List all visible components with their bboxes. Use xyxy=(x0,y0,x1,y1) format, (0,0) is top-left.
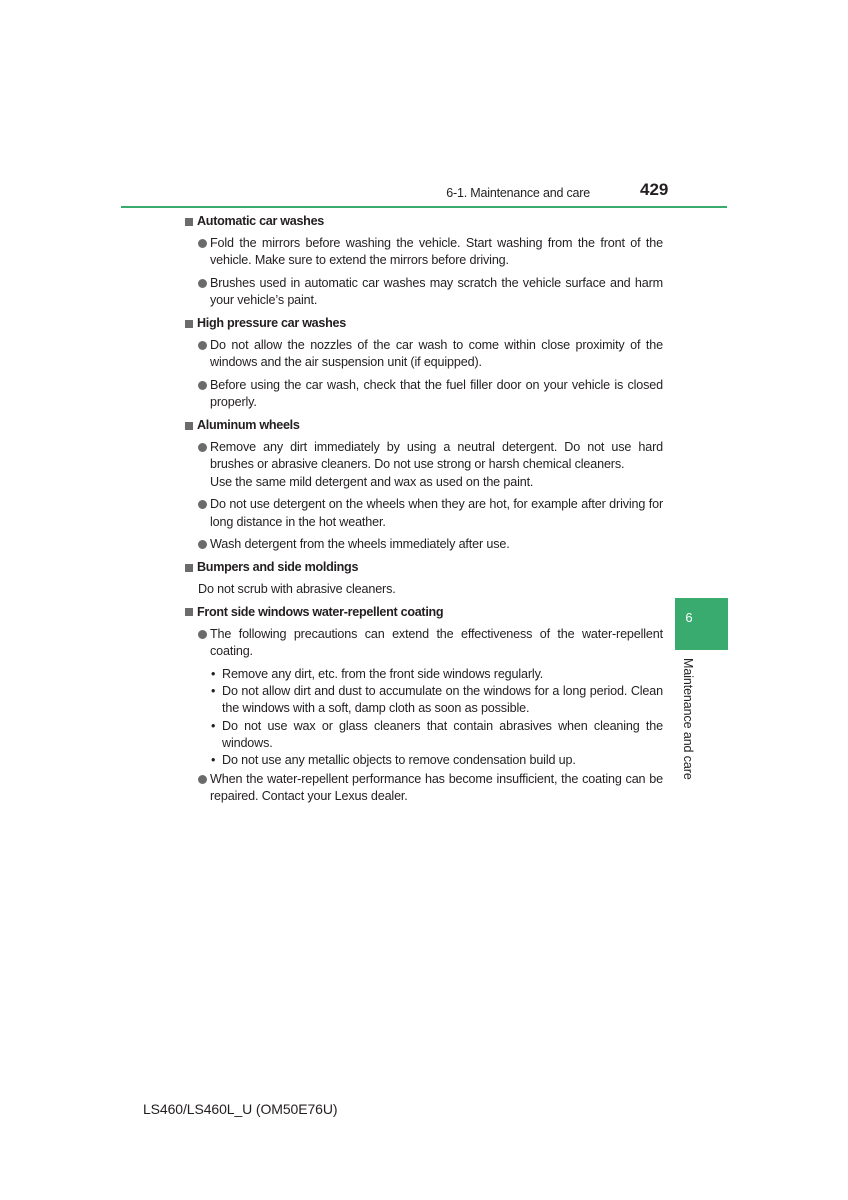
sub-item-text: Do not use any metallic objects to remove condensation build up. xyxy=(222,752,576,767)
square-bullet-icon xyxy=(185,218,193,226)
section-automatic-car-washes xyxy=(185,213,663,310)
circle-bullet-icon xyxy=(198,775,207,784)
section-heading xyxy=(185,315,663,332)
list-item xyxy=(185,275,663,309)
circle-bullet-icon xyxy=(198,239,207,248)
item-text: When the water-repellent performance has become insufficient, the coating can be repaired. Contact your Lexus dealer. xyxy=(210,772,663,804)
square-bullet-icon xyxy=(185,422,193,430)
list-item xyxy=(185,536,663,553)
section-heading xyxy=(185,213,663,230)
item-text: Remove any dirt immediately by using a neutral detergent. Do not use hard brushes or abrasive cleaners. Do not use strong or harsh chemical cleaners. xyxy=(210,440,663,472)
header-divider xyxy=(121,206,727,208)
list-item xyxy=(185,439,663,491)
sub-item-text: Do not use wax or glass cleaners that contain abrasives when cleaning the windows. xyxy=(222,718,663,750)
list-item xyxy=(185,377,663,411)
heading-text: Bumpers and side moldings xyxy=(197,559,359,574)
page-number: 429 xyxy=(640,180,669,199)
sub-list-item xyxy=(185,718,663,752)
heading-text: Automatic car washes xyxy=(197,214,324,228)
circle-bullet-icon xyxy=(198,630,207,639)
section-text: Do not scrub with abrasive cleaners. xyxy=(198,582,396,597)
circle-bullet-icon xyxy=(198,381,207,390)
section-heading xyxy=(185,559,663,576)
list-item xyxy=(185,337,663,371)
item-text: Do not allow the nozzles of the car wash to come within close proximity of the windows and the air suspension unit (if equipped). xyxy=(210,338,663,370)
small-bullet-icon: • xyxy=(211,752,216,767)
section-bumpers-and-side-moldings xyxy=(185,559,663,598)
sub-list-item xyxy=(185,683,663,717)
section-heading xyxy=(185,417,663,434)
item-text-continued: Use the same mild detergent and wax as used on the paint. xyxy=(210,474,534,489)
small-bullet-icon: • xyxy=(211,666,216,681)
heading-text: High pressure car washes xyxy=(197,316,346,331)
item-text: Brushes used in automatic car washes may scratch the vehicle surface and harm your vehicle’s paint. xyxy=(210,276,663,308)
item-text: Wash detergent from the wheels immediately after use. xyxy=(210,537,510,552)
item-text: Before using the car wash, check that the fuel filler door on your vehicle is closed properly. xyxy=(210,378,663,410)
item-text: The following precautions can extend the effectiveness of the water-repellent coating. xyxy=(210,627,663,659)
chapter-label: Maintenance and care xyxy=(681,658,695,780)
circle-bullet-icon xyxy=(198,443,207,452)
square-bullet-icon xyxy=(185,320,193,328)
square-bullet-icon xyxy=(185,608,193,616)
list-item xyxy=(185,626,663,660)
chapter-tab xyxy=(675,598,728,650)
header-section-title: 6-1. Maintenance and care xyxy=(446,186,590,200)
heading-text: Front side windows water-repellent coating xyxy=(197,604,444,619)
sub-list-item xyxy=(185,752,663,769)
sub-list xyxy=(185,666,663,769)
chapter-number: 6 xyxy=(685,610,693,625)
circle-bullet-icon xyxy=(198,279,207,288)
sub-list-item xyxy=(185,666,663,683)
list-item xyxy=(185,496,663,530)
footer-model-code: LS460/LS460L_U (OM50E76U) xyxy=(143,1101,338,1117)
section-water-repellent-coating xyxy=(185,604,663,806)
list-item xyxy=(185,235,663,269)
heading-text: Aluminum wheels xyxy=(197,418,300,433)
sub-item-text: Do not allow dirt and dust to accumulate on the windows for a long period. Clean the windows with a soft, damp cloth as soon as possible. xyxy=(222,684,663,716)
sub-item-text: Remove any dirt, etc. from the front side windows regularly. xyxy=(222,666,544,681)
small-bullet-icon: • xyxy=(211,684,216,699)
circle-bullet-icon xyxy=(198,500,207,509)
page-content xyxy=(185,213,663,811)
item-text: Fold the mirrors before washing the vehicle. Start washing from the front of the vehicle. Make sure to extend the mirrors before driving. xyxy=(210,236,663,268)
section-aluminum-wheels xyxy=(185,417,663,553)
list-item xyxy=(185,771,663,805)
section-high-pressure-car-washes xyxy=(185,315,663,412)
circle-bullet-icon xyxy=(198,341,207,350)
small-bullet-icon: • xyxy=(211,718,216,733)
section-heading xyxy=(185,604,663,621)
square-bullet-icon xyxy=(185,564,193,572)
item-text: Do not use detergent on the wheels when they are hot, for example after driving for long distance in the hot weather. xyxy=(210,497,663,529)
circle-bullet-icon xyxy=(198,540,207,549)
